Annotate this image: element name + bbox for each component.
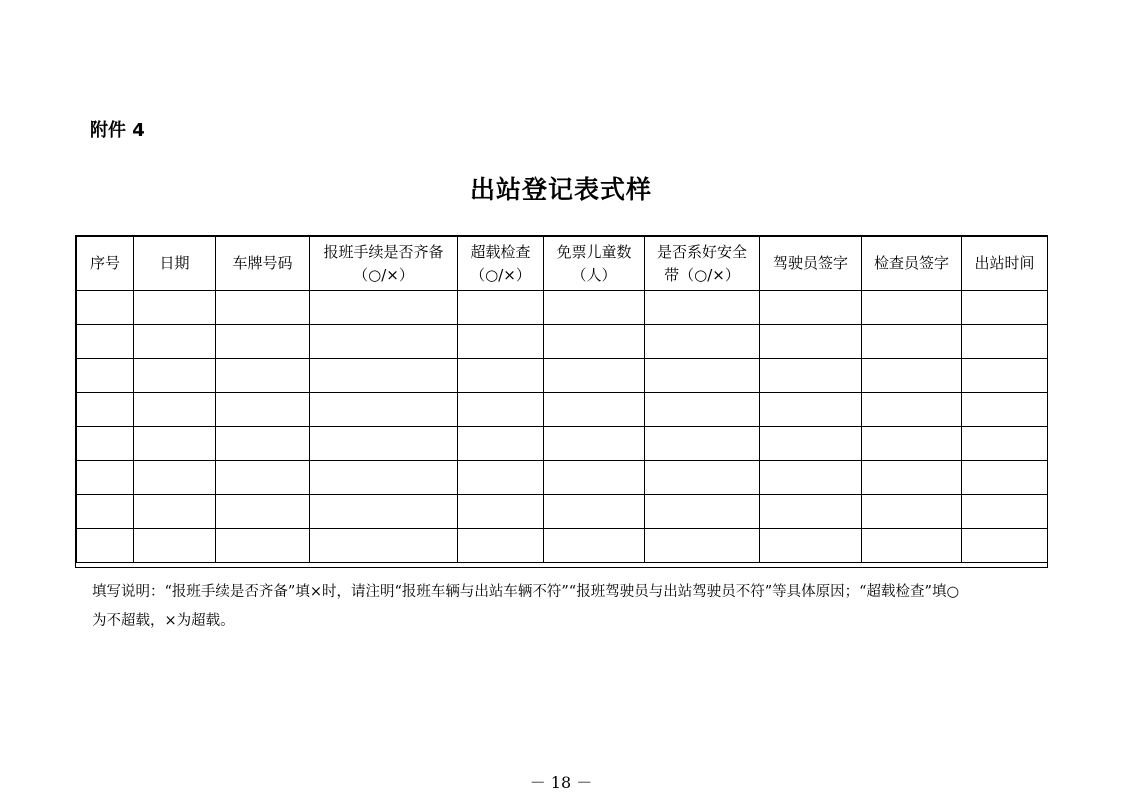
table-cell [862, 393, 962, 427]
table-cell [77, 461, 134, 495]
table-cell [645, 359, 760, 393]
table-cell [134, 393, 216, 427]
table-cell [544, 393, 645, 427]
table-cell [760, 461, 862, 495]
table-cell [134, 325, 216, 359]
table-row [77, 427, 1048, 461]
table-cell [544, 291, 645, 325]
table-cell [862, 359, 962, 393]
table-row [77, 495, 1048, 529]
table-cell [760, 393, 862, 427]
table-cell [760, 495, 862, 529]
table-cell [77, 325, 134, 359]
table-cell [77, 291, 134, 325]
header-driver-signature: 驾驶员签字 [760, 237, 862, 291]
header-serial-no: 序号 [77, 237, 134, 291]
header-inspector-signature: 检查员签字 [862, 237, 962, 291]
table-cell [310, 461, 458, 495]
table-cell [544, 427, 645, 461]
header-free-children: 免票儿童数 （人） [544, 237, 645, 291]
table-cell [77, 427, 134, 461]
table-cell [862, 427, 962, 461]
table-cell [458, 325, 544, 359]
table-cell [645, 325, 760, 359]
table-cell [458, 495, 544, 529]
table-cell [862, 495, 962, 529]
table-cell [77, 393, 134, 427]
table-cell [645, 495, 760, 529]
table-cell [962, 325, 1048, 359]
header-seatbelt: 是否系好安全 带（○/×） [645, 237, 760, 291]
table-cell [134, 291, 216, 325]
table-cell [760, 427, 862, 461]
table-row [77, 325, 1048, 359]
departure-register-table [76, 236, 1048, 563]
table-header-row [77, 237, 1048, 291]
table-cell [862, 529, 962, 563]
table-cell [544, 461, 645, 495]
table-cell [645, 461, 760, 495]
header-departure-time: 出站时间 [962, 237, 1048, 291]
table-cell [862, 291, 962, 325]
table-cell [962, 291, 1048, 325]
table-cell [216, 291, 310, 325]
table-cell [134, 495, 216, 529]
table-row [77, 393, 1048, 427]
table-cell [962, 359, 1048, 393]
table-cell [134, 427, 216, 461]
table-cell [458, 461, 544, 495]
fill-instructions-line1: 填写说明：“报班手续是否齐备”填×时，请注明“报班车辆与出站车辆不符”“报班驾驶员与出站驾驶员不符”等具体原因；“超载检查”填○ [92, 584, 960, 600]
table-cell [645, 427, 760, 461]
table-cell [544, 359, 645, 393]
table-cell [216, 325, 310, 359]
table-cell [216, 427, 310, 461]
fill-instructions-line2: 为不超载，×为超载。 [92, 613, 235, 629]
table-row [77, 529, 1048, 563]
table-cell [962, 393, 1048, 427]
table-cell [216, 495, 310, 529]
table-cell [645, 393, 760, 427]
table-cell [134, 461, 216, 495]
table-cell [962, 529, 1048, 563]
table-cell [310, 427, 458, 461]
fill-instructions [92, 578, 1042, 636]
table-cell [216, 359, 310, 393]
form-title: 出站登记表式样 [469, 175, 652, 204]
table-cell [645, 529, 760, 563]
table-cell [77, 495, 134, 529]
table-cell [216, 393, 310, 427]
table-row [77, 359, 1048, 393]
table-cell [760, 529, 862, 563]
table-cell [760, 359, 862, 393]
table-cell [310, 495, 458, 529]
table-cell [862, 461, 962, 495]
header-plate-number: 车牌号码 [216, 237, 310, 291]
page-number: － 18 － [529, 773, 593, 792]
table-cell [216, 529, 310, 563]
table-cell [134, 529, 216, 563]
header-date: 日期 [134, 237, 216, 291]
header-overload-check: 超载检查 （○/×） [458, 237, 544, 291]
table-cell [544, 495, 645, 529]
table-cell [458, 393, 544, 427]
table-cell [77, 529, 134, 563]
table-cell [760, 325, 862, 359]
table-cell [458, 427, 544, 461]
table-cell [962, 495, 1048, 529]
attachment-label: 附件 4 [90, 120, 145, 141]
table-cell [310, 359, 458, 393]
table-cell [760, 291, 862, 325]
table-cell [645, 291, 760, 325]
table-cell [962, 461, 1048, 495]
table-cell [862, 325, 962, 359]
table-cell [458, 291, 544, 325]
table-cell [310, 529, 458, 563]
table-cell [544, 529, 645, 563]
header-procedures-complete: 报班手续是否齐备 （○/×） [310, 237, 458, 291]
table-row [77, 291, 1048, 325]
table-cell [77, 359, 134, 393]
table-cell [134, 359, 216, 393]
table-row [77, 461, 1048, 495]
table-cell [310, 393, 458, 427]
table-cell [310, 291, 458, 325]
table-cell [310, 325, 458, 359]
table-cell [544, 325, 645, 359]
table-cell [216, 461, 310, 495]
table-cell [458, 359, 544, 393]
table-cell [458, 529, 544, 563]
table-cell [962, 427, 1048, 461]
table-body [77, 291, 1048, 563]
